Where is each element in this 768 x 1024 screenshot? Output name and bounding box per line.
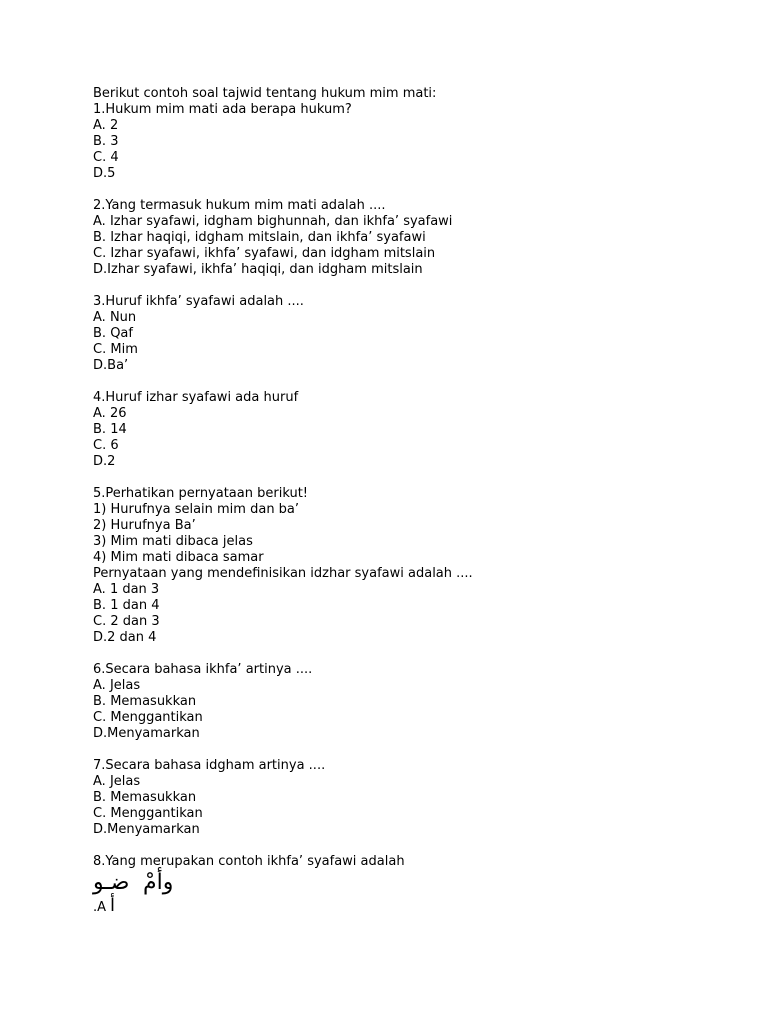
question-7 [93, 758, 733, 774]
statement-text: Mim mati dibaca samar [110, 550, 264, 565]
option-a [93, 310, 733, 326]
option-a [93, 214, 733, 230]
option-text: Izhar haqiqi, idgham mitslain, dan ikhfa’ syafawi [110, 230, 426, 245]
spacer [93, 374, 733, 390]
question-number: 3. [93, 294, 106, 309]
arabic-word: وأمْ [143, 870, 174, 895]
option-label: D. [93, 262, 108, 277]
option-d [93, 166, 733, 182]
option-d [93, 454, 733, 470]
option-text: 26 [109, 406, 127, 421]
option-label: B. [93, 790, 107, 805]
option-b [93, 230, 733, 246]
statement-1 [93, 502, 733, 518]
option-label: C. [93, 614, 107, 629]
question-3 [93, 294, 733, 310]
option-label: A. [93, 678, 106, 693]
option-text: 2 [109, 118, 119, 133]
option-c [93, 806, 733, 822]
option-label: A. [93, 774, 106, 789]
question-1 [93, 102, 733, 118]
option-text: Jelas [109, 774, 141, 789]
option-label: A. [93, 118, 106, 133]
option-label: D. [93, 726, 108, 741]
option-label: D. [93, 358, 108, 373]
question-number: 5. [93, 486, 106, 501]
option-text: Menyamarkan [107, 822, 200, 837]
option-c [93, 438, 733, 454]
statement-text: Hurufnya selain mim dan ba’ [110, 502, 300, 517]
option-a [93, 678, 733, 694]
question-number: 8. [93, 854, 106, 869]
question-8 [93, 854, 733, 870]
option-text: Izhar syafawi, ikhfa’ haqiqi, dan idgham mitslain [107, 262, 423, 277]
option-text: Nun [109, 310, 137, 325]
option-a [93, 406, 733, 422]
option-b [93, 694, 733, 710]
option-text: 6 [110, 438, 119, 453]
option-text: Izhar syafawi, idgham bighunnah, dan ikhfa’ syafawi [109, 214, 453, 229]
option-label: A. [93, 214, 106, 229]
statement-label: 2) [93, 518, 107, 533]
question-text: Yang merupakan contoh ikhfa’ syafawi adalah [105, 854, 405, 869]
statement-text: Mim mati dibaca jelas [110, 534, 253, 549]
option-label: B. [93, 694, 107, 709]
option-label: A. [93, 310, 106, 325]
document-body [93, 86, 733, 916]
spacer [93, 838, 733, 854]
option-text: 5 [107, 166, 116, 181]
option-label: B. [93, 134, 107, 149]
question-number: 2. [93, 198, 106, 213]
spacer [93, 470, 733, 486]
option-c [93, 710, 733, 726]
option-b [93, 134, 733, 150]
statement-4 [93, 550, 733, 566]
option-a [93, 118, 733, 134]
option-text: Menggantikan [110, 710, 203, 725]
option-text: 2 dan 4 [107, 630, 157, 645]
option-label: C. [93, 342, 107, 357]
option-label: D. [93, 822, 108, 837]
option-label: C. [93, 150, 107, 165]
option-label: D. [93, 454, 108, 469]
option-label: B. [93, 326, 107, 341]
option-text: 4 [110, 150, 119, 165]
option-text: Ba’ [107, 358, 129, 373]
statement-label: 1) [93, 502, 107, 517]
option-text: 1 dan 3 [109, 582, 160, 597]
option-b [93, 790, 733, 806]
option-b [93, 422, 733, 438]
option-b [93, 326, 733, 342]
question-text: Secara bahasa ikhfa’ artinya .... [105, 662, 313, 677]
option-text: Menggantikan [110, 806, 203, 821]
question-number: 1. [93, 102, 106, 117]
question-5 [93, 486, 733, 502]
arabic-example-line [93, 870, 733, 896]
option-text: Izhar syafawi, ikhfa’ syafawi, dan idgham mitslain [110, 246, 436, 261]
statement-label: 3) [93, 534, 107, 549]
option-text: Memasukkan [110, 790, 197, 805]
question-text: Yang termasuk hukum mim mati adalah .... [105, 198, 386, 213]
option-label: C. [93, 710, 107, 725]
option-text: 2 dan 3 [110, 614, 160, 629]
option-c [93, 614, 733, 630]
option-label: A. [93, 406, 106, 421]
option-d [93, 726, 733, 742]
option-d [93, 262, 733, 278]
arabic-letter: أ [110, 895, 116, 916]
option-text: Mim [110, 342, 138, 357]
spacer [93, 182, 733, 198]
option-text: 14 [110, 422, 127, 437]
option-label: C. [93, 438, 107, 453]
option-d [93, 630, 733, 646]
option-text: Memasukkan [110, 694, 197, 709]
arabic-word: ضـو [93, 870, 130, 895]
question-text: Huruf ikhfa’ syafawi adalah .... [105, 294, 304, 309]
option-d [93, 822, 733, 838]
option-text: Jelas [109, 678, 141, 693]
question-text: Secara bahasa idgham artinya .... [105, 758, 326, 773]
option-text: 3 [110, 134, 119, 149]
question-6 [93, 662, 733, 678]
question-4 [93, 390, 733, 406]
option-a [93, 774, 733, 790]
intro-text: Berikut contoh soal tajwid tentang hukum mim mati: [93, 86, 437, 101]
question-text: Hukum mim mati ada berapa hukum? [105, 102, 352, 117]
question-text: Huruf izhar syafawi ada huruf [105, 390, 299, 405]
option-a [93, 582, 733, 598]
option-text: Menyamarkan [107, 726, 200, 741]
option-label: B. [93, 422, 107, 437]
option-label: C. [93, 806, 107, 821]
arabic-option-a [93, 896, 733, 916]
option-b [93, 598, 733, 614]
statement-2 [93, 518, 733, 534]
spacer [93, 278, 733, 294]
option-label: A. [93, 582, 106, 597]
spacer [93, 646, 733, 662]
option-d [93, 358, 733, 374]
option-label: D. [93, 630, 108, 645]
statement-label: 4) [93, 550, 107, 565]
question-prompt: Pernyataan yang mendefinisikan idzhar syafawi adalah .... [93, 566, 473, 581]
option-label: .A [93, 900, 107, 915]
option-label: D. [93, 166, 108, 181]
option-c [93, 342, 733, 358]
option-label: B. [93, 598, 107, 613]
option-c [93, 150, 733, 166]
question-number: 4. [93, 390, 106, 405]
statement-3 [93, 534, 733, 550]
question-2 [93, 198, 733, 214]
spacer [93, 742, 733, 758]
statement-text: Hurufnya Ba’ [110, 518, 196, 533]
option-text: Qaf [110, 326, 133, 341]
option-label: C. [93, 246, 107, 261]
question-number: 6. [93, 662, 106, 677]
option-text: 2 [107, 454, 116, 469]
option-label: B. [93, 230, 107, 245]
question-text: Perhatikan pernyataan berikut! [105, 486, 308, 501]
option-c [93, 246, 733, 262]
question-number: 7. [93, 758, 106, 773]
option-text: 1 dan 4 [110, 598, 160, 613]
